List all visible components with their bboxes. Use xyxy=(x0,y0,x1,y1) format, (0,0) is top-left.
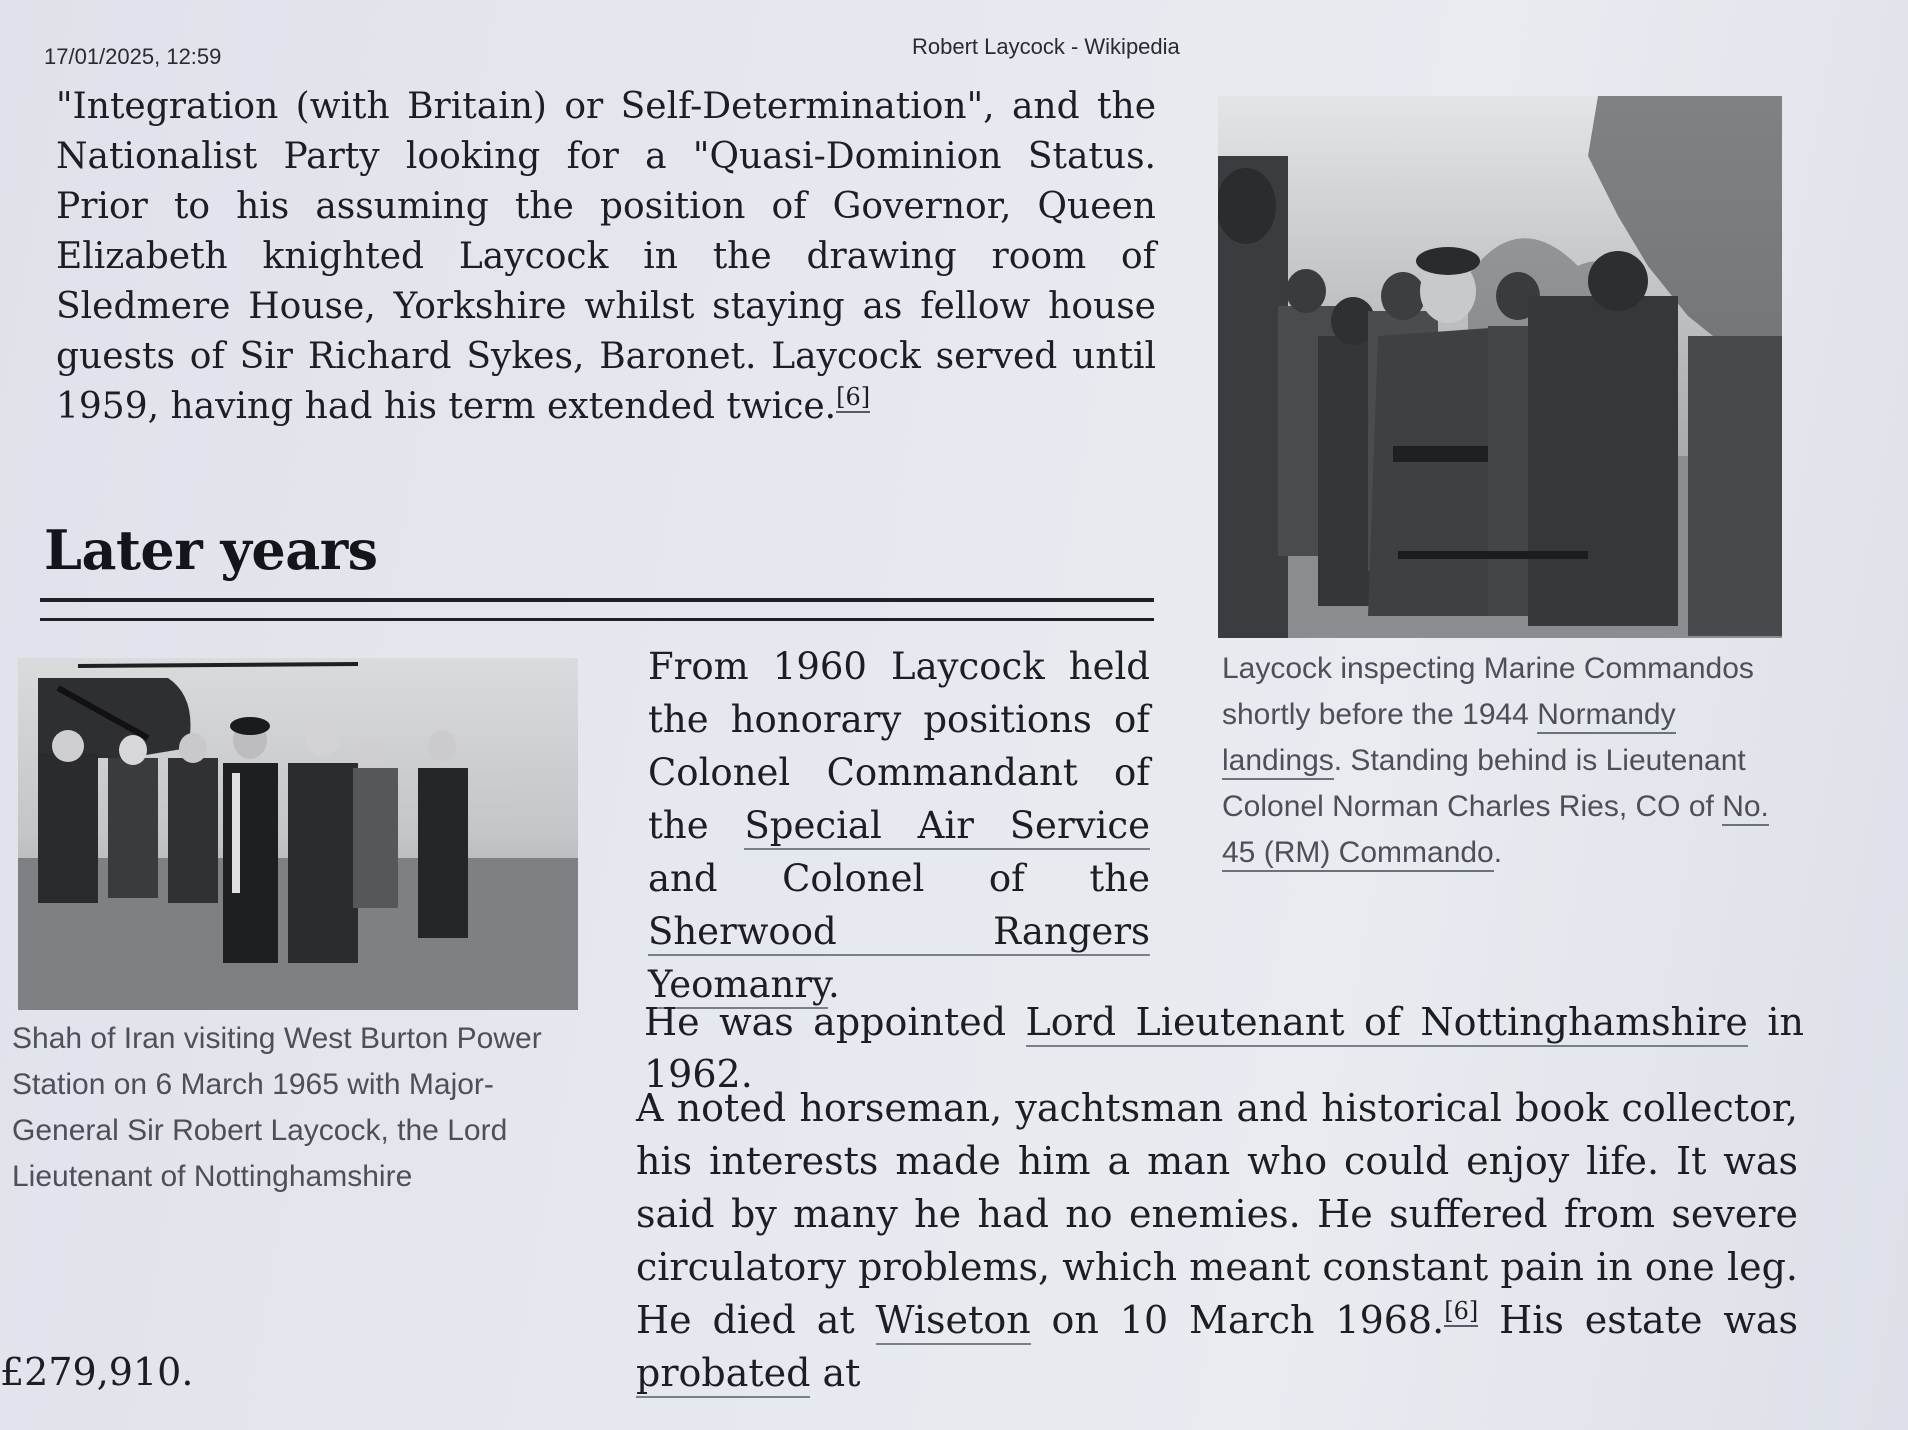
governor-paragraph xyxy=(56,82,1156,432)
normandy-landings-link[interactable]: Normandy landings xyxy=(1222,698,1676,780)
lord-lieutenant-nottinghamshire-link[interactable]: Lord Lieutenant of Nottinghamshire xyxy=(1026,1000,1748,1047)
wiseton-link[interactable]: Wiseton xyxy=(876,1298,1031,1345)
later-life-paragraph xyxy=(636,1082,1798,1400)
commandos-photo-image xyxy=(1218,96,1782,638)
special-air-service-link[interactable]: Special Air Service xyxy=(744,804,1150,850)
governor-paragraph-text: "Integration (with Britain) or Self-Determination", and the Nationalist Party looking for a "Quasi-Dominion Status. Prior to his assuming the position of Governor, Queen Elizabeth knighted Laycock in the drawing room of Sledmere House, Yorkshire whilst staying as fellow house guests of Sir Richard Sykes, Baronet. Laycock served until 1959, having had his term extended twice. xyxy=(56,86,1156,427)
caption-text: . xyxy=(1493,836,1503,869)
estate-value-text: £279,910. xyxy=(0,1350,194,1394)
paragraph-text: A noted horseman, yachtsman and historical book collector, his interests made him a man who could enjoy life. It was said by many he had no enemies. He suffered from severe circulatory problems, which meant constant pain in one leg. He died at xyxy=(636,1086,1798,1342)
paragraph-text: He was appointed xyxy=(644,1000,1026,1044)
citation-link[interactable]: [6] xyxy=(1444,1297,1479,1326)
paragraph-text: in 1962. xyxy=(644,1000,1804,1096)
heading-divider xyxy=(40,598,1154,602)
commandos-photo-caption xyxy=(1222,646,1782,876)
commandos-photo[interactable] xyxy=(1218,96,1782,638)
caption-text: . Standing behind is Lieutenant Colonel Norman Charles Ries, CO of xyxy=(1222,744,1746,823)
paragraph-text: . xyxy=(828,963,840,1006)
shah-visit-photo-caption: Shah of Iran visiting West Burton Power Station on 6 March 1965 with Major-General Sir Robert Laycock, the Lord Lieutenant of Nottinghamshire xyxy=(12,1022,542,1193)
paragraph-text: and Colonel of the xyxy=(648,857,1150,900)
honorary-positions-paragraph xyxy=(648,640,1150,1011)
paragraph-text: From 1960 Laycock held the honorary positions of Colonel Commandant of the xyxy=(648,645,1150,847)
paragraph-text: His estate was xyxy=(1478,1298,1799,1342)
caption-text: Laycock inspecting Marine Commandos shortly before the 1944 xyxy=(1222,652,1754,731)
probated-link[interactable]: probated xyxy=(636,1351,810,1398)
print-datetime: 17/01/2025, 12:59 xyxy=(44,44,222,69)
paragraph-text: at xyxy=(810,1351,861,1395)
heading-divider-secondary xyxy=(40,618,1154,621)
shah-visit-photo[interactable] xyxy=(18,658,578,1010)
no-45-commando-link[interactable]: No. 45 (RM) Commando xyxy=(1222,790,1769,872)
paragraph-text: on 10 March 1968. xyxy=(1030,1298,1445,1342)
section-heading-later-years: Later years xyxy=(44,518,378,582)
print-page-title: Robert Laycock - Wikipedia xyxy=(912,34,1180,59)
sherwood-rangers-yeomanry-link[interactable]: Sherwood Rangers Yeomanry xyxy=(648,910,1150,1009)
citation-link[interactable]: [6] xyxy=(836,383,871,411)
shah-visit-photo-image xyxy=(18,658,578,1010)
